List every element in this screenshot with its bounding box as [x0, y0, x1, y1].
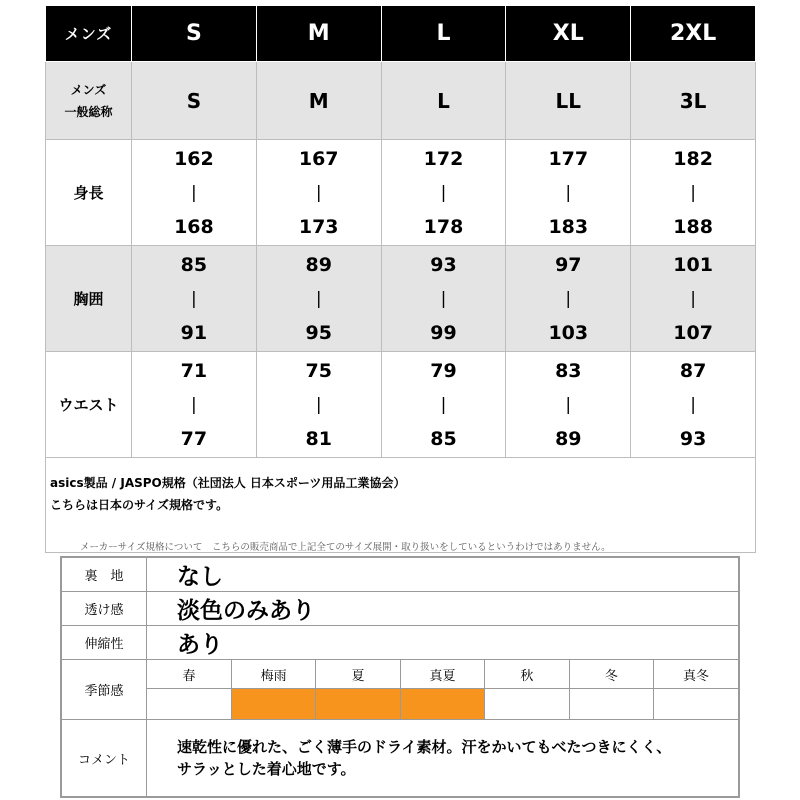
- alias-label-line2: 一般総称: [64, 104, 113, 119]
- alias-m: M: [256, 62, 381, 140]
- range-separator: |: [191, 182, 197, 203]
- range-max: 188: [673, 215, 713, 238]
- chest-cell: [132, 246, 257, 352]
- range-max: 89: [555, 427, 582, 450]
- height-cell: [506, 140, 631, 246]
- height-cell: [256, 140, 381, 246]
- chest-row: [46, 246, 756, 352]
- range-min: 75: [305, 359, 332, 382]
- size-header-row: [46, 6, 756, 62]
- range-separator: |: [690, 394, 696, 415]
- range-min: 85: [180, 253, 208, 276]
- range-separator: |: [315, 394, 322, 415]
- range-min: 101: [673, 253, 713, 276]
- sheerness-label: 透け感: [61, 592, 147, 626]
- range-separator: |: [565, 394, 572, 415]
- range-min: 89: [305, 253, 332, 276]
- waist-cell: [256, 352, 381, 458]
- season-name: 真冬: [654, 660, 738, 689]
- season-name: 夏: [316, 660, 400, 689]
- season-indicator: [569, 689, 653, 720]
- stretch-label: 伸縮性: [61, 626, 147, 660]
- range-separator: |: [440, 394, 447, 415]
- range-max: 183: [548, 215, 589, 238]
- range-separator: |: [315, 288, 322, 309]
- range-min: 162: [174, 147, 214, 170]
- range-max: 81: [305, 427, 332, 450]
- season-name: 冬: [569, 660, 653, 689]
- chest-cell: [631, 246, 756, 352]
- range-min: 172: [423, 147, 464, 170]
- range-separator: |: [565, 182, 572, 203]
- size-table: [45, 5, 756, 553]
- size-note-line2: こちらは日本のサイズ規格です。: [50, 498, 229, 512]
- lining-label: 裏 地: [61, 557, 147, 592]
- range-max: 173: [298, 215, 339, 238]
- season-indicator: [400, 689, 484, 720]
- range-separator: |: [440, 288, 447, 309]
- season-indicator: [485, 689, 569, 720]
- size-2xl: 2XL: [631, 6, 756, 62]
- maker-size-note: メーカーサイズ規格について こちらの販売商品で上記全てのサイズ展開・取り扱いをしているというわけではありません。: [80, 542, 611, 553]
- season-row: [61, 660, 739, 720]
- range-min: 79: [430, 359, 457, 382]
- range-max: 178: [423, 215, 464, 238]
- size-note-line1: asics製品 / JASPO規格（社団法人 日本スポーツ用品工業協会）: [50, 476, 406, 490]
- season-indicator: [654, 689, 738, 720]
- comment-row: [61, 720, 739, 798]
- range-min: 177: [548, 147, 589, 170]
- size-xl: XL: [506, 6, 631, 62]
- alias-3l: 3L: [631, 62, 756, 140]
- season-indicator: [231, 689, 315, 720]
- range-min: 182: [673, 147, 713, 170]
- size-s: S: [132, 6, 257, 62]
- range-min: 97: [555, 253, 582, 276]
- range-max: 95: [305, 321, 332, 344]
- waist-cell: [132, 352, 257, 458]
- comment-value: [147, 720, 740, 798]
- season-names-row: [147, 660, 738, 689]
- season-name: 秋: [485, 660, 569, 689]
- range-max: 99: [430, 321, 457, 344]
- range-max: 107: [673, 321, 713, 344]
- stretch-value: あり: [147, 626, 740, 660]
- range-max: 168: [174, 215, 214, 238]
- alias-label-line1: メンズ: [70, 82, 107, 97]
- range-min: 93: [430, 253, 457, 276]
- range-separator: |: [440, 182, 447, 203]
- range-max: 77: [180, 427, 208, 450]
- alias-ll: LL: [506, 62, 631, 140]
- waist-row: [46, 352, 756, 458]
- range-separator: |: [565, 288, 572, 309]
- chest-cell: [256, 246, 381, 352]
- height-cell: [381, 140, 506, 246]
- season-label: 季節感: [61, 660, 147, 720]
- season-name: 春: [147, 660, 231, 689]
- stretch-row: [61, 626, 739, 660]
- season-indicator: [316, 689, 400, 720]
- alias-l: L: [381, 62, 506, 140]
- range-separator: |: [191, 288, 197, 309]
- waist-cell: [631, 352, 756, 458]
- season-name: 真夏: [400, 660, 484, 689]
- size-l: L: [381, 6, 506, 62]
- alias-s: S: [132, 62, 257, 140]
- range-min: 83: [555, 359, 582, 382]
- range-max: 103: [548, 321, 589, 344]
- sheerness-row: [61, 592, 739, 626]
- size-header-label: メンズ: [46, 6, 132, 62]
- range-min: 87: [679, 359, 707, 382]
- waist-cell: [381, 352, 506, 458]
- range-separator: |: [191, 394, 197, 415]
- waist-label: ウエスト: [46, 352, 132, 458]
- range-min: 167: [298, 147, 339, 170]
- alias-label: [46, 62, 132, 140]
- season-grid-cell: [147, 660, 740, 720]
- chest-cell: [381, 246, 506, 352]
- range-min: 71: [180, 359, 208, 382]
- range-separator: |: [690, 182, 696, 203]
- chest-label: 胸囲: [46, 246, 132, 352]
- height-row: [46, 140, 756, 246]
- size-m: M: [256, 6, 381, 62]
- comment-line2: サラッとした着心地です。: [177, 760, 356, 778]
- season-indicator: [147, 689, 231, 720]
- comment-line1: 速乾性に優れた、ごく薄手のドライ素材。汗をかいてもべたつきにくく、: [177, 738, 672, 756]
- size-alias-row: [46, 62, 756, 140]
- range-max: 91: [180, 321, 208, 344]
- chest-cell: [506, 246, 631, 352]
- season-grid: [147, 660, 738, 719]
- height-label: 身長: [46, 140, 132, 246]
- range-separator: |: [315, 182, 322, 203]
- height-cell: [132, 140, 257, 246]
- waist-cell: [506, 352, 631, 458]
- comment-label: コメント: [61, 720, 147, 798]
- season-indicator-row: [147, 689, 738, 720]
- range-separator: |: [690, 288, 696, 309]
- season-name: 梅雨: [231, 660, 315, 689]
- attributes-table: [60, 556, 740, 798]
- range-max: 93: [679, 427, 707, 450]
- lining-row: [61, 557, 739, 592]
- range-max: 85: [430, 427, 457, 450]
- lining-value: なし: [147, 557, 740, 592]
- height-cell: [631, 140, 756, 246]
- sheerness-value: 淡色のみあり: [147, 592, 740, 626]
